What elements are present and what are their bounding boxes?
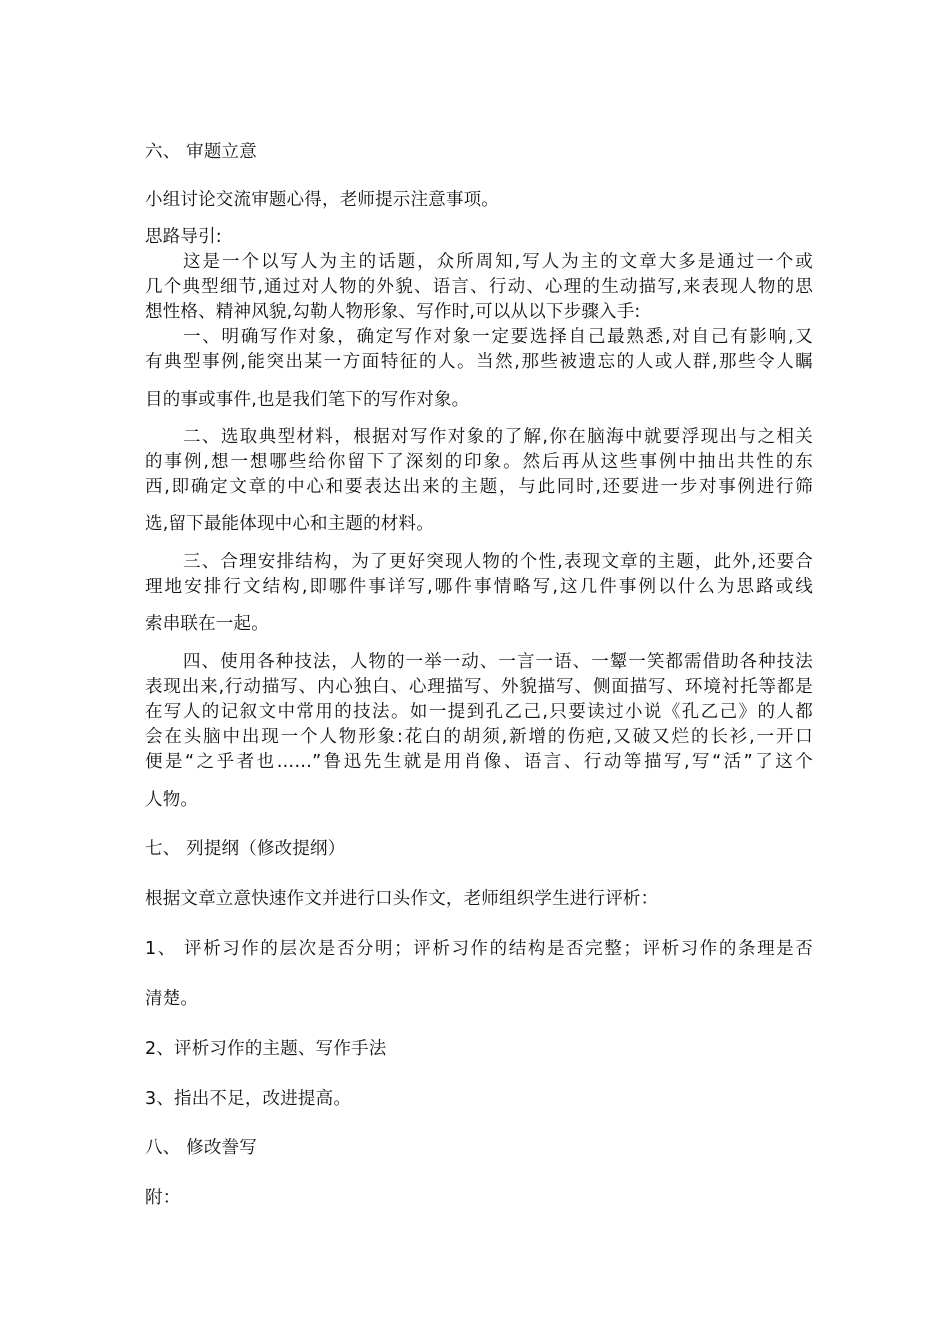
evaluation-item-1-line: 清楚。 <box>145 989 199 1009</box>
step-4-line: 在写人的记叙文中常用的技法。如一提到孔乙己,只要读过小说《孔乙己》的人都 <box>145 702 813 722</box>
step-4-line: 会在头脑中出现一个人物形象:花白的胡须,新增的伤疤,又破又烂的长衫,一开口 <box>145 727 813 747</box>
appendix-label: 附： <box>145 1188 181 1208</box>
step-3-line: 理地安排行文结构,即哪件事详写,哪件事情略写,这几件事例以什么为思路或线 <box>145 577 813 597</box>
guide-paragraph-line: 想性格、精神风貌,勾勒人物形象、写作时,可以从以下步骤入手: <box>145 302 641 322</box>
step-4-line: 四、使用各种技法，人物的一举一动、一言一语、一颦一笑都需借助各种技法 <box>183 652 813 672</box>
step-1-line: 有典型事例,能突出某一方面特征的人。当然,那些被遗忘的人或人群,那些令人瞩 <box>145 352 813 372</box>
step-4-line: 人物。 <box>145 790 199 810</box>
step-2-line: 选,留下最能体现中心和主题的材料。 <box>145 514 434 534</box>
step-3-line: 索串联在一起。 <box>145 614 269 634</box>
step-4-line: 便是“之乎者也……”鲁迅先生就是用肖像、语言、行动等描写,写“活”了这个 <box>145 752 813 772</box>
step-4-line: 表现出来,行动描写、内心独白、心理描写、外貌描写、侧面描写、环境衬托等都是 <box>145 677 813 697</box>
guide-paragraph-line: 几个典型细节,通过对人物的外貌、语言、行动、心理的生动描写,来表现人物的思 <box>145 277 813 297</box>
evaluation-item-2: 2、评析习作的主题、写作手法 <box>145 1039 387 1059</box>
step-3-line: 三、合理安排结构，为了更好突现人物的个性,表现文章的主题，此外,还要合 <box>183 552 813 572</box>
step-2-line: 二、选取典型材料，根据对写作对象的了解,你在脑海中就要浮现出与之相关 <box>183 427 813 447</box>
section-7-intro: 根据文章立意快速作文并进行口头作文，老师组织学生进行评析： <box>145 889 659 909</box>
section-7-heading: 七、 列提纲（修改提纲） <box>145 839 346 859</box>
evaluation-item-3: 3、指出不足，改进提高。 <box>145 1089 352 1109</box>
guide-paragraph-line: 这是一个以写人为主的话题，众所周知,写人为主的文章大多是通过一个或 <box>183 252 813 272</box>
guide-label: 思路导引: <box>145 227 222 247</box>
step-1-line: 一、明确写作对象，确定写作对象一定要选择自己最熟悉,对自己有影响,又 <box>183 327 813 347</box>
section-6-intro: 小组讨论交流审题心得，老师提示注意事项。 <box>145 190 499 210</box>
section-6-heading: 六、 审题立意 <box>145 142 257 162</box>
evaluation-item-1-line: 1、 评析习作的层次是否分明；评析习作的结构是否完整；评析习作的条理是否 <box>145 939 813 959</box>
step-1-line: 目的事或事件,也是我们笔下的写作对象。 <box>145 390 470 410</box>
step-2-line: 的事例,想一想哪些给你留下了深刻的印象。然后再从这些事例中抽出共性的东 <box>145 452 813 472</box>
step-2-line: 西,即确定文章的中心和要表达出来的主题，与此同时,还要进一步对事例进行筛 <box>145 477 813 497</box>
section-8-heading: 八、 修改誊写 <box>145 1138 257 1158</box>
